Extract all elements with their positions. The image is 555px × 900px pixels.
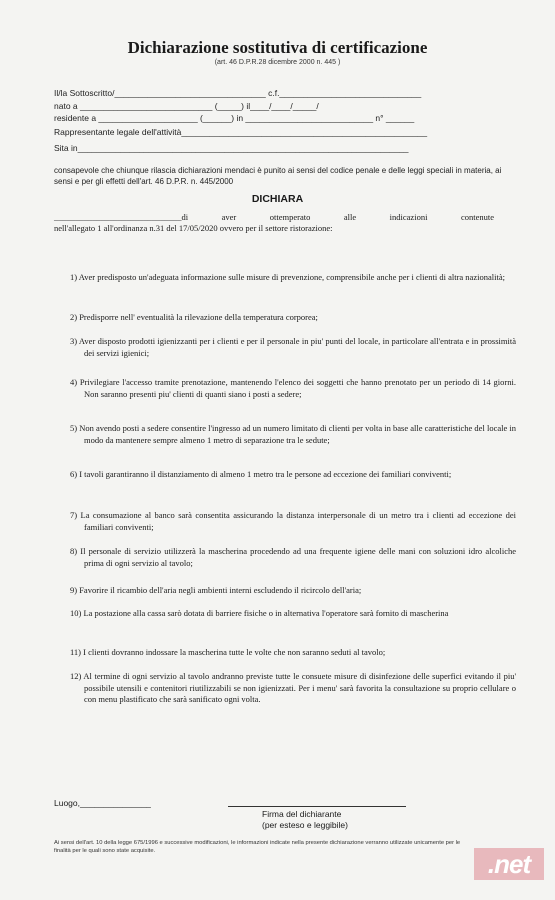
field-sita-in[interactable]: Sita in______________________________________________________________________	[54, 143, 409, 153]
signature-label-line-1: Firma del dichiarante	[262, 809, 342, 819]
list-item: 1) Aver predisposto un'adeguata informazione sulle misure di prevenzione, comprensibile anche per i clienti di altra nazionalità;	[70, 272, 505, 282]
intro-line-1: ______________________________di aver ottemperato alle indicazioni contenute	[54, 212, 494, 222]
list-item: 5) Non avendo posti a sedere consentire l'ingresso ad un numero limitato di clienti per volta in base alle caratteristiche del locale in modo da mantenere sempre almeno 1 metro di separazione tra le sedute;	[70, 423, 516, 445]
list-item: 12) Al termine di ogni servizio al tavolo andranno previste tutte le consuete misure di disinfezione delle superfici evitando il piu' possibile utensili e contenitori riutilizzabili se non igienizzati. Per i menu' sarà favorita la consultazione su proprio cellulare o con menu plastificato che sarà sanificato ogni volta.	[70, 671, 516, 704]
watermark-badge	[474, 848, 544, 880]
list-item: 2) Predisporre nell' eventualità la rilevazione della temperatura corporea;	[70, 312, 318, 322]
intro-line-2: nell'allegato 1 all'ordinanza n.31 del 17/05/2020 ovvero per il settore ristorazione:	[54, 223, 333, 233]
document-title: Dichiarazione sostitutiva di certificazione	[127, 38, 428, 57]
luogo-field[interactable]: Luogo,_______________	[54, 798, 151, 808]
list-item: 3) Aver disposto prodotti igienizzanti per i clienti e per il personale in piu' punti del locale, in particolare all'entrata e in prossimità dei servizi igienici;	[70, 336, 516, 358]
list-item: 9) Favorire il ricambio dell'aria negli ambienti interni escludendo il ricircolo dell'aria;	[70, 585, 362, 595]
field-residente[interactable]: residente a _____________________ (______) in ___________________________ n° ______	[54, 113, 415, 123]
list-item: 10) La postazione alla cassa sarò dotata di barriere fisiche o in alternativa l'operatore sarà fornito di mascherina	[70, 608, 449, 618]
watermark-text: .net	[487, 848, 531, 879]
list-item: 4) Privilegiare l'accesso tramite prenotazione, mantenendo l'elenco dei soggetti che hanno prenotato per un periodo di 14 giorni. Non saranno presenti piu' clienti di quanti siano i posti a sedere;	[70, 377, 516, 399]
list-item: 6) I tavoli garantiranno il distanziamento di almeno 1 metro tra le persone ad eccezione dei familiari conviventi;	[70, 469, 452, 479]
privacy-notice: Ai sensi dell'art. 10 della legge 675/1996 e successive modificazioni, le informazioni indicate nella presente dichiarazione verranno utilizzate unicamente per le finalità per le quali sono state acquisite.	[54, 840, 461, 854]
field-nato-a[interactable]: nato a ____________________________ (_____) il____/____/_____/	[54, 101, 319, 111]
list-item: 8) Il personale di servizio utilizzerà la mascherina procedendo ad una frequente igiene delle mani con soluzioni idro alcoliche prima di ogni servizio al tavolo;	[70, 546, 516, 568]
signature-line[interactable]	[228, 806, 406, 807]
list-item: 7) La consumazione al banco sarà consentita assicurando la distanza interpersonale di un metro tra i clienti ad eccezione dei familiari conviventi;	[70, 510, 516, 532]
dichiara-heading: DICHIARA	[251, 193, 304, 205]
list-item: 11) I clienti dovranno indossare la mascherina tutte le volte che non saranno seduti al tavolo;	[70, 647, 386, 657]
field-rappresentante[interactable]: Rappresentante legale dell'attività____________________________________________________	[54, 127, 428, 137]
intro-paragraph	[54, 212, 494, 234]
field-sottoscritto[interactable]: Il/la Sottoscritto/________________________________ c.f.______________________________	[54, 88, 422, 98]
document-subtitle: (art. 46 D.P.R.28 dicembre 2000 n. 445 )	[214, 59, 341, 66]
signature-label-line-2: (per esteso e leggibile)	[262, 820, 348, 830]
notice-text: consapevole che chiunque rilascia dichiarazioni mendaci è punito ai sensi del codice penale e delle leggi speciali in materia, ai sensi e per gli effetti dell'art. 46 D.P.R. n. 445/2000	[54, 166, 502, 186]
signature-label	[262, 809, 348, 831]
